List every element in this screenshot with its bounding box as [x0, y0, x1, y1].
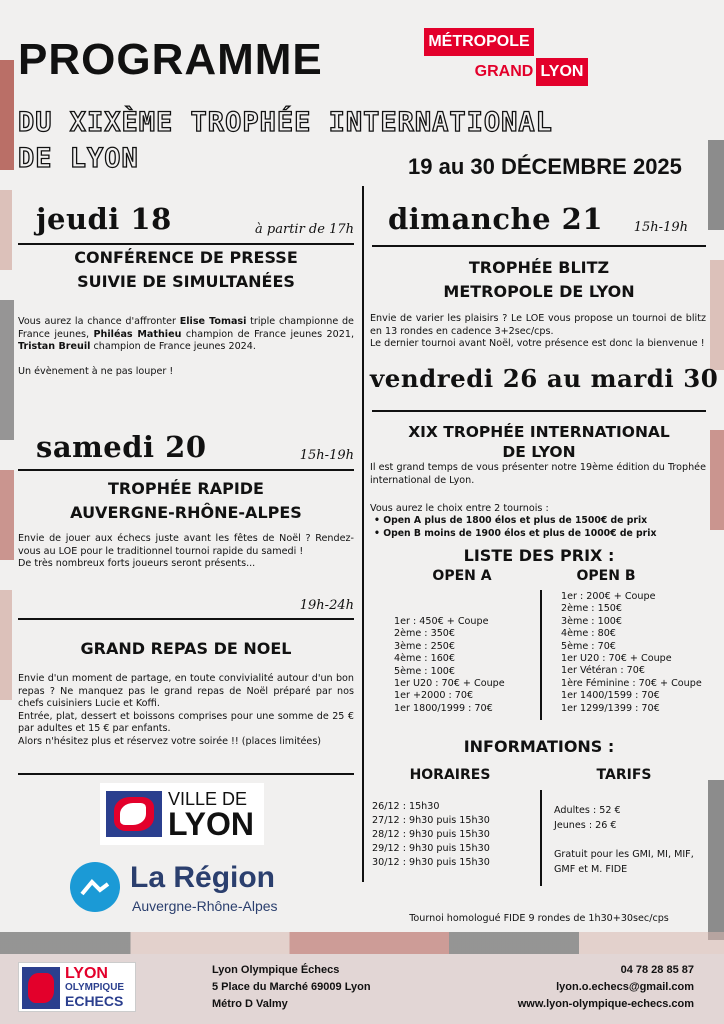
player-name: Tristan Breuil [18, 341, 91, 353]
region-sublabel: Auvergne-Rhône-Alpes [132, 898, 278, 914]
text: Alors n'hésitez plus et réservez votre soirée !! (places limitées) [18, 735, 322, 747]
decorative-shape [708, 780, 724, 940]
list-item: 3ème : 100€ [561, 615, 623, 627]
horaires-label: HORAIRES [409, 767, 491, 783]
player-name: Philéas Mathieu [93, 328, 182, 340]
event-title-line2: AUVERGNE-RHÔNE-ALPES [70, 503, 302, 522]
list-item: 3ème : 250€ [394, 640, 456, 652]
list-item: 4ème : 80€ [561, 628, 616, 640]
event-dates: 19 au 30 DÉCEMBRE 2025 [408, 154, 682, 179]
day-heading-jeudi: jeudi 18 [36, 202, 172, 236]
list-item: 1er : 450€ + Coupe [394, 616, 489, 627]
list-item: 5ème : 100€ [394, 665, 456, 677]
page-subtitle-line2: DE LYON [18, 143, 139, 174]
event-title-line1: TROPHÉE BLITZ [468, 258, 610, 277]
list-item: 4ème : 160€ [394, 653, 456, 665]
open-b-prizes [561, 591, 706, 715]
list-item: 5ème : 70€ [561, 640, 616, 652]
list-item: 1er Vétéran : 70€ [561, 665, 645, 677]
region-icon [70, 862, 120, 912]
fide-note: Tournoi homologué FIDE 9 rondes de 1h30+30sec/cps [409, 913, 669, 924]
list-item: 28/12 : 9h30 puis 15h30 [372, 829, 490, 840]
divider [18, 469, 354, 471]
event-choice: Vous aurez le choix entre 2 tournois : [370, 503, 549, 514]
column-divider [362, 186, 364, 882]
day-heading-dimanche: dimanche 21 [388, 202, 603, 236]
footer-address [212, 962, 452, 1013]
time-dimanche: 15h-19h [633, 220, 688, 235]
horaires-list [372, 800, 537, 870]
bullet-text: Open A plus de 1800 élos et plus de 1500€ de prix [383, 515, 648, 526]
time-jeudi: à partir de 17h [255, 222, 354, 237]
open-bullets [374, 515, 708, 540]
page-subtitle-line1: DU XIXÈME TROPHÉE INTERNATIONAL [18, 107, 553, 138]
text: Entrée, plat, dessert et boissons comprises pour une somme de 25 € par adultes et 15 € par enfants. [18, 710, 354, 735]
event-title-line2: SUIVIE DE SIMULTANÉES [77, 272, 295, 291]
tarifs-label: TARIFS [596, 767, 652, 783]
event-title-line1: TROPHÉE RAPIDE [108, 479, 264, 498]
decorative-shape [0, 932, 724, 954]
decorative-shape [0, 300, 14, 440]
logo-lyon: LYON [65, 965, 108, 982]
list-item: 1er 1400/1599 : 70€ [561, 690, 660, 702]
footer-contact [460, 962, 694, 1013]
list-item: 1er 1800/1999 : 70€ [394, 702, 493, 714]
event-title-line2: METROPOLE DE LYON [443, 282, 635, 301]
text: Il est grand temps de vous présenter notre 19ème édition du Trophée international de Lyon. [370, 462, 706, 486]
time-repas: 19h-24h [299, 598, 354, 613]
logo-echecs: ECHECS [65, 993, 124, 1009]
event-title [372, 256, 706, 304]
footer [0, 954, 724, 1024]
divider [372, 245, 706, 247]
decorative-shape [0, 190, 12, 270]
text: Envie d'un moment de partage, en toute convivialité autour d'un bon repas ? Ne manquez pas le grand repas de Noël préparé par nos chefs cuisiniers Lucie et Koffi. [18, 673, 354, 710]
player-name: Elise Tomasi [179, 316, 247, 327]
list-item: 1er 1299/1399 : 70€ [561, 702, 660, 714]
event-note: Un évènement à ne pas louper ! [18, 366, 174, 377]
list-item: 1er : 200€ + Coupe [561, 591, 656, 602]
open-a-prizes [394, 616, 539, 715]
divider [18, 773, 354, 775]
day-heading-vendredi: vendredi 26 au mardi 30 [370, 364, 719, 393]
text: champion de France jeunes 2021, [181, 328, 354, 340]
ville-lyon-label: LYON [168, 806, 254, 842]
event-description [370, 313, 706, 351]
list-item: 2ème : 150€ [561, 603, 623, 615]
phone-number[interactable]: 04 78 28 85 87 [620, 964, 694, 976]
time-samedi: 15h-19h [299, 448, 354, 463]
list-item: 30/12 : 9h30 puis 15h30 [372, 857, 490, 868]
divider [18, 618, 354, 620]
list-item: 1er +2000 : 70€ [394, 690, 474, 702]
divider [18, 243, 354, 245]
club-metro: Métro D Valmy [212, 998, 288, 1010]
email-link[interactable]: lyon.o.echecs@gmail.com [556, 981, 694, 993]
open-b-label: OPEN B [576, 568, 636, 584]
club-address: 5 Place du Marché 69009 Lyon [212, 981, 371, 993]
list-item: 2ème : 350€ [394, 628, 456, 640]
text: triple championne de France jeunes, [18, 316, 354, 340]
event-description [18, 533, 354, 571]
decorative-shape [0, 470, 14, 560]
metropole-logo [424, 28, 590, 86]
decorative-shape [710, 260, 724, 370]
bullet-text: Open B moins de 1900 élos et plus de 1000€ de prix [383, 527, 657, 539]
prizes-title: LISTE DES PRIX : [463, 546, 615, 565]
metropole-line1: MÉTROPOLE [424, 28, 534, 56]
text: Envie de varier les plaisirs ? Le LOE vous propose un tournoi de blitz en 13 rondes en cadence 3+2sec/cps. [370, 313, 706, 337]
list-item: 1er U20 : 70€ + Coupe [561, 653, 672, 665]
list-item: 26/12 : 15h30 [372, 801, 440, 812]
region-label: La Région [130, 861, 276, 894]
decorative-shape [710, 430, 724, 530]
event-title: GRAND REPAS DE NOEL [80, 639, 292, 658]
free-entry-note: Gratuit pour les GMI, MI, MIF, GMF et M. FIDE [554, 849, 694, 875]
list-item: 29/12 : 9h30 puis 15h30 [372, 843, 490, 854]
decorative-shape [0, 60, 14, 170]
metropole-lyon: LYON [536, 58, 588, 86]
open-a-label: OPEN A [432, 568, 492, 584]
list-item: 1ère Féminine : 70€ + Coupe [561, 677, 702, 689]
website-link[interactable]: www.lyon-olympique-echecs.com [517, 998, 694, 1010]
list-item: Jeunes : 26 € [554, 820, 617, 831]
lion-icon [22, 967, 60, 1009]
event-title [18, 246, 354, 294]
info-title: INFORMATIONS : [463, 737, 615, 756]
text: champion de France jeunes 2024. [90, 341, 256, 353]
decorative-shape [0, 590, 12, 700]
tarifs-list [554, 803, 704, 833]
info-divider [540, 790, 542, 886]
day-heading-samedi: samedi 20 [36, 430, 207, 464]
text: De très nombreux forts joueurs seront présents... [18, 558, 256, 570]
text: Le dernier tournoi avant Noël, votre présence est donc la bienvenue ! [370, 338, 705, 350]
page-title: PROGRAMME [18, 35, 323, 84]
event-title-line1: CONFÉRENCE DE PRESSE [74, 248, 298, 267]
text: Envie de jouer aux échecs juste avant les fêtes de Noël ? Rendez-vous au LOE pour le traditionnel tournoi rapide du samedi ! [18, 533, 354, 557]
lion-icon [106, 791, 162, 837]
ville-de-lyon-logo [100, 783, 264, 845]
region-logo [70, 860, 310, 920]
prizes-divider [540, 590, 542, 720]
list-item: • Open B moins de 1900 élos et plus de 1000€ de prix [374, 527, 657, 539]
club-name: Lyon Olympique Échecs [212, 964, 340, 976]
list-item: Adultes : 52 € [554, 805, 621, 816]
list-item: 27/12 : 9h30 puis 15h30 [372, 815, 490, 826]
event-title-line2: DE LYON [502, 443, 576, 461]
ville-label: VILLE DE [168, 789, 248, 809]
divider [372, 410, 706, 412]
event-description [370, 462, 706, 487]
event-title [372, 422, 706, 462]
metropole-grand: GRAND [474, 63, 534, 80]
list-item: 1er U20 : 70€ + Coupe [394, 678, 505, 690]
loe-logo [18, 962, 136, 1012]
event-description [18, 673, 354, 749]
list-item: • Open A plus de 1800 élos et plus de 1500€ de prix [374, 515, 648, 526]
logo-olympique: OLYMPIQUE [65, 982, 125, 993]
event-title [18, 477, 354, 525]
event-description [18, 316, 354, 354]
decorative-shape [708, 140, 724, 230]
event-title-line1: XIX TROPHÉE INTERNATIONAL [408, 423, 670, 441]
text: Vous aurez la chance d'affronter [18, 316, 180, 327]
